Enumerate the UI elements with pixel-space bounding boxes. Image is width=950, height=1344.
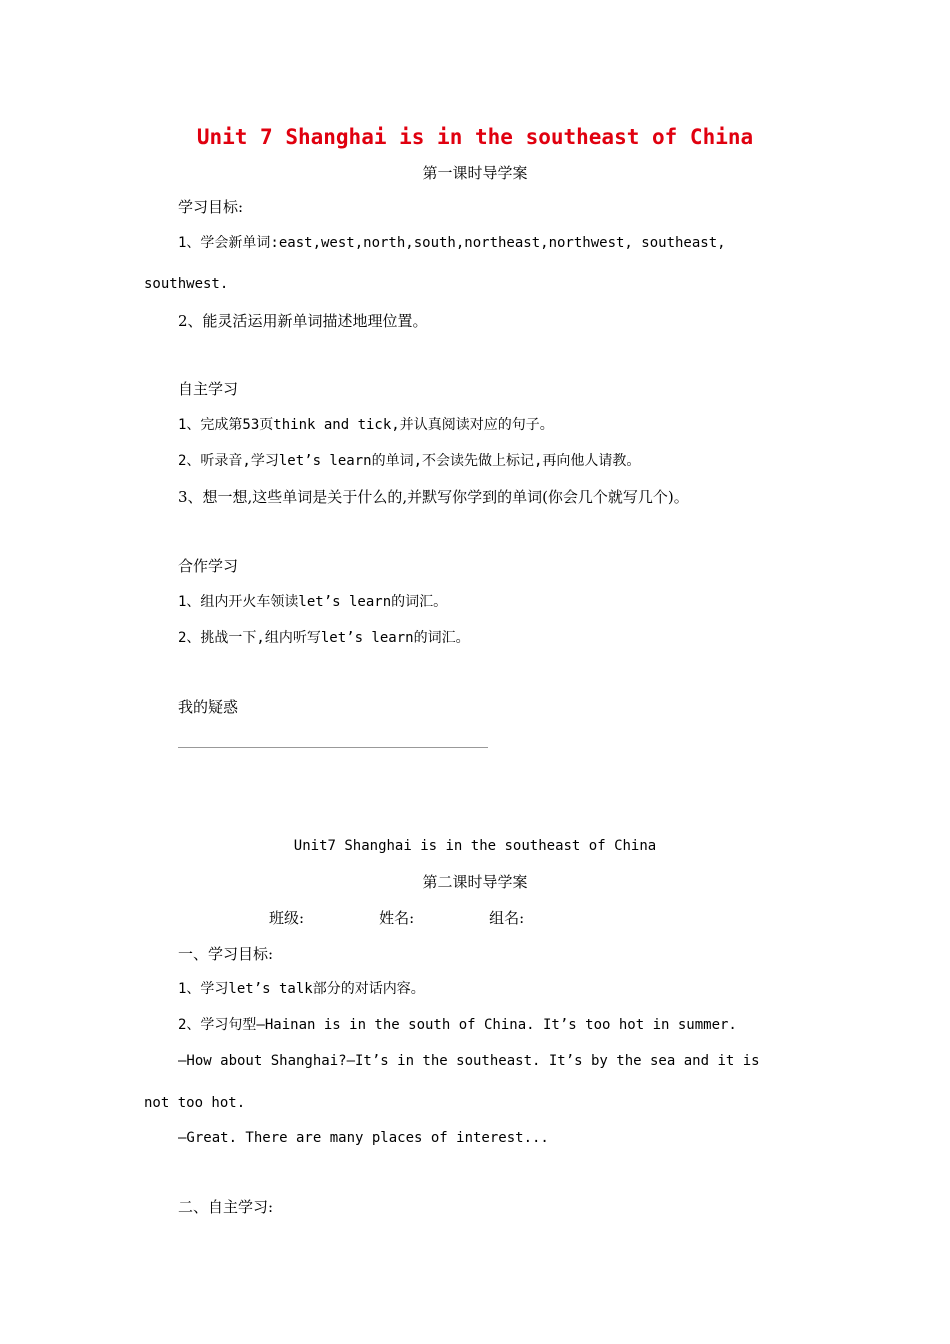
lesson1-self-study-item-3: 3、想一想,这些单词是关于什么的,并默写你学到的单词(你会几个就写几个)。 [178,488,689,506]
lesson1-goals-heading: 学习目标: [178,198,244,216]
answer-line [178,747,488,748]
lesson1-self-study-heading: 自主学习 [178,380,239,398]
lesson1-goal2: 2、能灵活运用新单词描述地理位置。 [178,312,428,330]
lesson1-title: Unit 7 Shanghai is in the southeast of China [196,125,754,149]
name-label: 姓名: [379,909,415,927]
lesson1-self-study-item-2: 2、听录音,学习let’s learn的单词,不会读先做上标记,再向他人请教。 [178,453,641,469]
class-label: 班级: [269,909,305,927]
lesson1-coop-item-1: 1、组内开火车领读let’s learn的词汇。 [178,594,448,610]
lesson2-goals-heading: 一、学习目标: [178,945,274,963]
lesson1-goal1-continued: southwest. [144,276,229,292]
student-info-row [269,908,524,928]
lesson2-goal2: 2、学习句型—Hainan is in the south of China. It’s too hot in summer. [178,1017,737,1033]
lesson2-subtitle: 第二课时导学案 [422,873,528,891]
lesson2-goal2-line4: —Great. There are many places of interest... [178,1130,549,1146]
lesson2-goal2-line3: not too hot. [144,1095,246,1111]
lesson2-goal1: 1、学习let’s talk部分的对话内容。 [178,981,425,997]
lesson2-title: Unit7 Shanghai is in the southeast of China [293,838,657,854]
lesson1-self-study-item-1: 1、完成第53页think and tick,并认真阅读对应的句子。 [178,417,554,433]
lesson1-subtitle: 第一课时导学案 [422,164,528,182]
lesson1-goal1: 1、学会新单词:east,west,north,south,northeast,northwest, southeast, [178,235,726,251]
lesson1-coop-item-2: 2、挑战一下,组内听写let’s learn的词汇。 [178,630,470,646]
lesson2-self-study-heading: 二、自主学习: [178,1198,274,1216]
lesson1-doubt-heading: 我的疑惑 [178,698,239,716]
lesson1-coop-heading: 合作学习 [178,557,239,575]
group-label: 组名: [489,909,525,927]
lesson2-goal2-line2: —How about Shanghai?—It’s in the southeast. It’s by the sea and it is [178,1053,760,1069]
